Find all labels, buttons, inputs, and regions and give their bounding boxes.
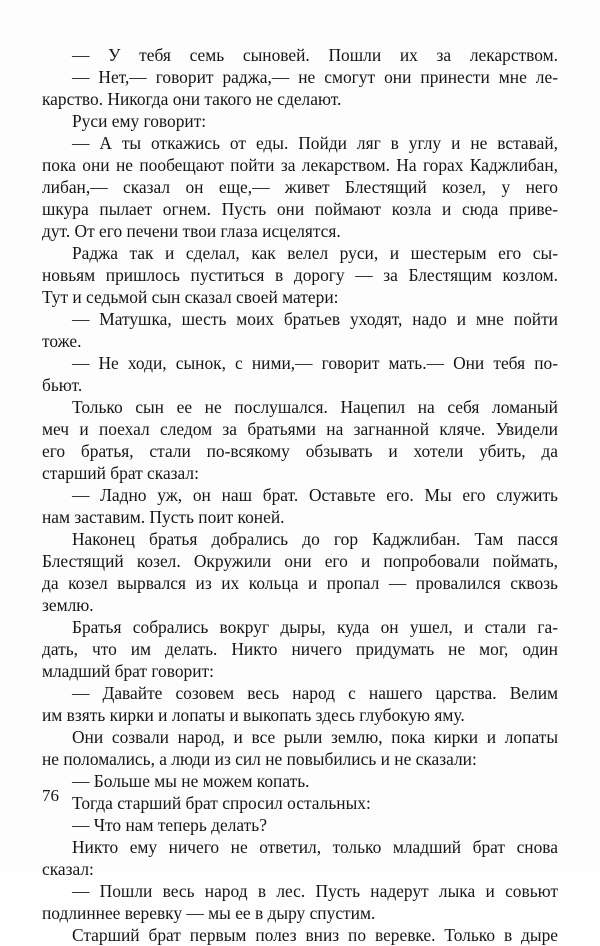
text-line: Они созвали народ, и все рыли землю, пока кирки и лопаты [72,727,558,747]
text-line: его братья, стали по-всякому обзывать и хотели убить, да [42,441,558,461]
text-line: меч и поехал следом за братьями на загнанной кляче. Увидели [42,419,558,439]
text-line: — Больше мы не можем копать. [72,771,310,791]
text-line: нам заставим. Пусть поит коней. [42,507,285,527]
text-line: карство. Никогда они такого не сделают. [42,89,342,109]
body-text [42,44,558,946]
text-line: Тогда старший брат спросил остальных: [72,793,371,813]
text-line: пока они не пообещают пойти за лекарством. На горах Каджлибан, [42,155,558,175]
text-line: Раджа так и сделал, как велел руси, и шестерым его сы- [72,243,558,263]
text-line: — Нет,— говорит раджа,— не смогут они принести мне ле- [72,67,558,87]
text-line: младший брат говорит: [42,661,214,681]
page-number: 76 [42,786,59,805]
text-line: новьям пришлось пуститься в дорогу — за Блестящим козлом. [42,265,558,285]
text-line: Наконец братья добрались до гор Каджлибан. Там пасся [72,529,558,549]
text-line: Блестящий козел. Окружили они его и попробовали поймать, [42,551,558,571]
text-line: — Давайте созовем весь народ с нашего царства. Велим [72,683,558,703]
text-line: — Матушка, шесть моих братьев уходят, надо и мне пойти [72,309,558,329]
text-line: — Ладно уж, он наш брат. Оставьте его. Мы его служить [72,485,558,505]
text-line: дут. От его печени твои глаза исцелятся. [42,221,341,241]
text-line: Руси ему говорит: [72,111,207,131]
text-line: — А ты откажись от еды. Пойди ляг в углу и не вставай, [72,133,558,153]
text-line: шкура пылает огнем. Пусть они поймают козла и сюда приве- [42,199,558,219]
text-line: да козел вырвался из их кольца и пропал — провалился сквозь [42,573,558,593]
text-line: Только сын ее не послушался. Нацепил на себя ломаный [72,397,558,417]
text-line: сказал: [42,859,94,879]
text-line: не поломались, а люди из сил не повыбились и не сказали: [42,749,477,769]
text-line: Тут и седьмой сын сказал своей матери: [42,287,339,307]
text-line: — Что нам теперь делать? [72,815,267,835]
text-line: старший брат сказал: [42,463,199,483]
text-line: — У тебя семь сыновей. Пошли их за лекарством. [72,45,558,65]
text-line: — Не ходи, сынок, с ними,— говорит мать.— Они тебя по- [72,353,558,373]
text-line: подлиннее веревку — мы ее в дыру спустим. [42,903,376,923]
text-line: дать, что им делать. Никто ничего придумать не мог, один [42,639,558,659]
text-line: им взять кирки и лопаты и выкопать здесь глубокую яму. [42,705,465,725]
text-line: Братья собрались вокруг дыры, куда он ушел, и стали га- [72,617,558,637]
text-line: землю. [42,595,94,615]
text-line: Никто ему ничего не ответил, только младший брат снова [72,837,558,857]
text-line: тоже. [42,331,82,351]
text-line: — Пошли весь народ в лес. Пусть надерут лыка и совьют [72,881,558,901]
text-line: либан,— сказал он еще,— живет Блестящий козел, у него [42,177,558,197]
text-line: бьют. [42,375,83,395]
text-line: Старший брат первым полез вниз по веревке. Только в дыре [72,925,558,945]
